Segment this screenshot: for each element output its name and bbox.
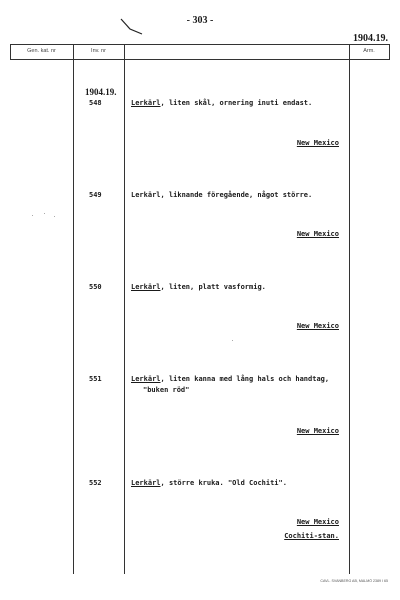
year-label: 1904.19.	[85, 87, 117, 97]
description-text: , liten, platt vasformig.	[160, 283, 266, 291]
entry-description	[131, 374, 341, 396]
header-bottom-rule	[10, 59, 390, 60]
right-edge-rule	[389, 44, 390, 59]
description-text: , liten skål, ornering inuti endast.	[160, 99, 313, 107]
scan-speck	[32, 215, 33, 216]
locality-line: New Mexico	[296, 230, 339, 238]
column-rule-1	[73, 44, 74, 574]
description-text: , liten kanna med lång hals och handtag,	[160, 375, 330, 383]
locality-line: Cochiti-stan.	[284, 532, 339, 540]
column-label-gen-kat-nr: Gen. kat. nr	[27, 48, 56, 54]
column-label-arm: Arm.	[363, 48, 375, 54]
locality-line: New Mexico	[296, 139, 339, 147]
locality-line: New Mexico	[296, 427, 339, 435]
header-year: 1904.19.	[353, 33, 388, 44]
description-text: , större kruka. "Old Cochiti".	[160, 479, 287, 487]
object-term: Lerkärl	[131, 375, 161, 383]
column-label-inv-nr: Inv. nr	[91, 48, 106, 54]
inventory-number: 550	[89, 283, 102, 291]
object-term: Lerkärl	[131, 479, 161, 487]
inventory-number: 552	[89, 479, 102, 487]
description-text: Lerkärl, liknande föregående, något större.	[131, 191, 313, 199]
table-top-rule	[10, 44, 390, 45]
column-rule-3	[349, 44, 350, 574]
description-line-2: "buken röd"	[143, 386, 190, 394]
entry-description	[131, 190, 341, 201]
entry-description	[131, 98, 341, 109]
locality	[284, 517, 339, 542]
column-rule-2	[124, 44, 125, 574]
object-term: Lerkärl	[131, 283, 161, 291]
inventory-number: 548	[89, 99, 102, 107]
printer-imprint: CAVL. SVANBERG AB, MALMÖ 2389 I 65	[320, 579, 388, 583]
scan-speck	[232, 340, 233, 341]
locality-line: New Mexico	[296, 322, 339, 330]
locality	[297, 229, 339, 240]
locality-line: New Mexico	[296, 518, 339, 526]
locality	[297, 138, 339, 149]
inventory-number: 549	[89, 191, 102, 199]
page-number: - 303 -	[186, 15, 214, 26]
scan-speck	[54, 216, 55, 217]
locality	[297, 426, 339, 437]
entry-description	[131, 282, 341, 293]
locality	[297, 321, 339, 332]
entry-description	[131, 478, 341, 489]
inventory-number: 551	[89, 375, 102, 383]
object-term: Lerkärl	[131, 99, 161, 107]
scan-speck	[44, 213, 45, 214]
